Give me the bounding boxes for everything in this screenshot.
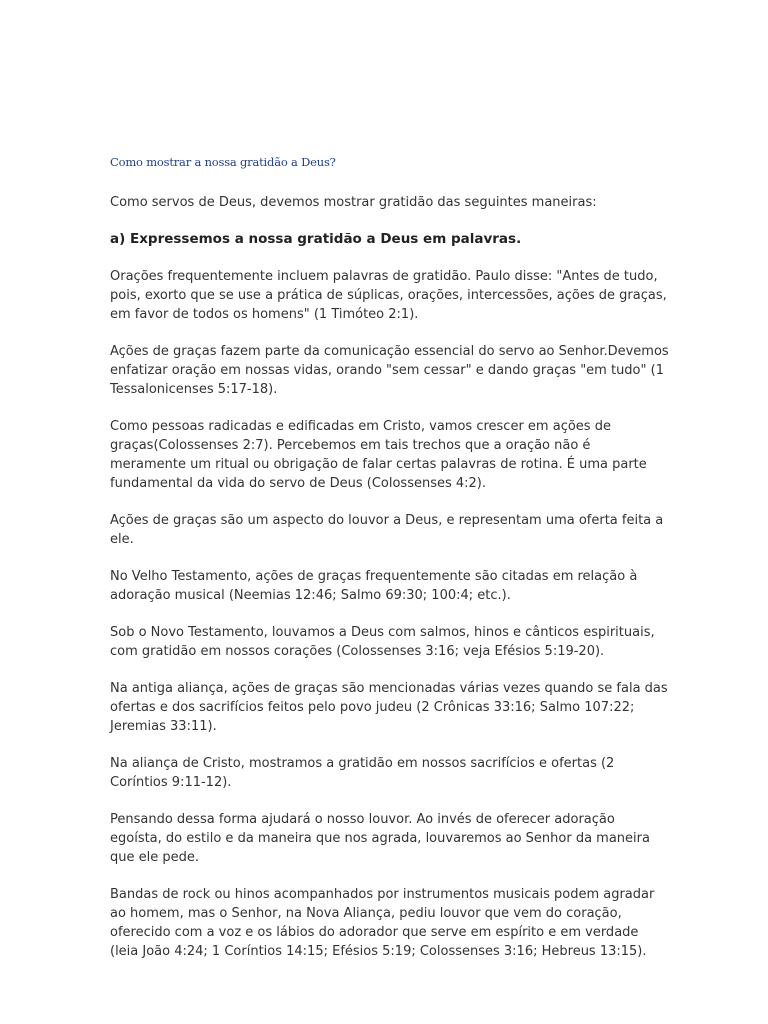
paragraph: Pensando dessa forma ajudará o nosso louvor. Ao invés de oferecer adoração egoísta, do estilo e da maneira que nos agrada, louvaremos ao Senhor da maneira que ele pede. [110, 812, 650, 865]
paragraph: Na aliança de Cristo, mostramos a gratidão em nossos sacrifícios e ofertas (2 Coríntios 9:11-12). [110, 756, 615, 790]
section-heading-a: a) Expressemos a nossa gratidão a Deus em palavras. [110, 231, 522, 247]
paragraph: Orações frequentemente incluem palavras de gratidão. Paulo disse: "Antes de tudo, pois, exorto que se use a prática de súplicas, orações, intercessões, ações de graças, em favor de todos os homens" (1 Timóteo 2:1). [110, 269, 667, 322]
paragraph: Na antiga aliança, ações de graças são mencionadas várias vezes quando se fala das ofertas e dos sacrifícios feitos pelo povo judeu (2 Crônicas 33:16; Salmo 107:22; Jeremias 33:11). [110, 681, 668, 734]
paragraph: Como pessoas radicadas e edificadas em Cristo, vamos crescer em ações de graças(Colossenses 2:7). Percebemos em tais trechos que a oração não é meramente um ritual ou obrigação de falar certas palavras de rotina. É uma parte fundamental da vida do servo de Deus (Colossenses 4:2). [110, 419, 647, 491]
paragraph: Ações de graças são um aspecto do louvor a Deus, e representam uma oferta feita a ele. [110, 513, 664, 547]
paragraph: No Velho Testamento, ações de graças frequentemente são citadas em relação à adoração musical (Neemias 12:46; Salmo 69:30; 100:4; etc.). [110, 569, 638, 603]
paragraph: Bandas de rock ou hinos acompanhados por instrumentos musicais podem agradar ao homem, mas o Senhor, na Nova Aliança, pediu louvor que vem do coração, oferecido com a voz e os lábios do adorador que serve em espírito e em verdade (leia João 4:24; 1 Coríntios 14:15; Efésios 5:19; Colossenses 3:16; Hebreus 13:15). [110, 887, 655, 959]
document-page [110, 155, 670, 979]
paragraph: Ações de graças fazem parte da comunicação essencial do servo ao Senhor.Devemos enfatizar oração em nossas vidas, orando "sem cessar" e dando graças "em tudo" (1 Tessalonicenses 5:17-18). [110, 344, 669, 397]
intro-paragraph: Como servos de Deus, devemos mostrar gratidão das seguintes maneiras: [110, 195, 597, 210]
document-title: Como mostrar a nossa gratidão a Deus? [110, 155, 336, 169]
paragraph: Sob o Novo Testamento, louvamos a Deus com salmos, hinos e cânticos espirituais, com gratidão em nossos corações (Colossenses 3:16; veja Efésios 5:19-20). [110, 625, 655, 659]
